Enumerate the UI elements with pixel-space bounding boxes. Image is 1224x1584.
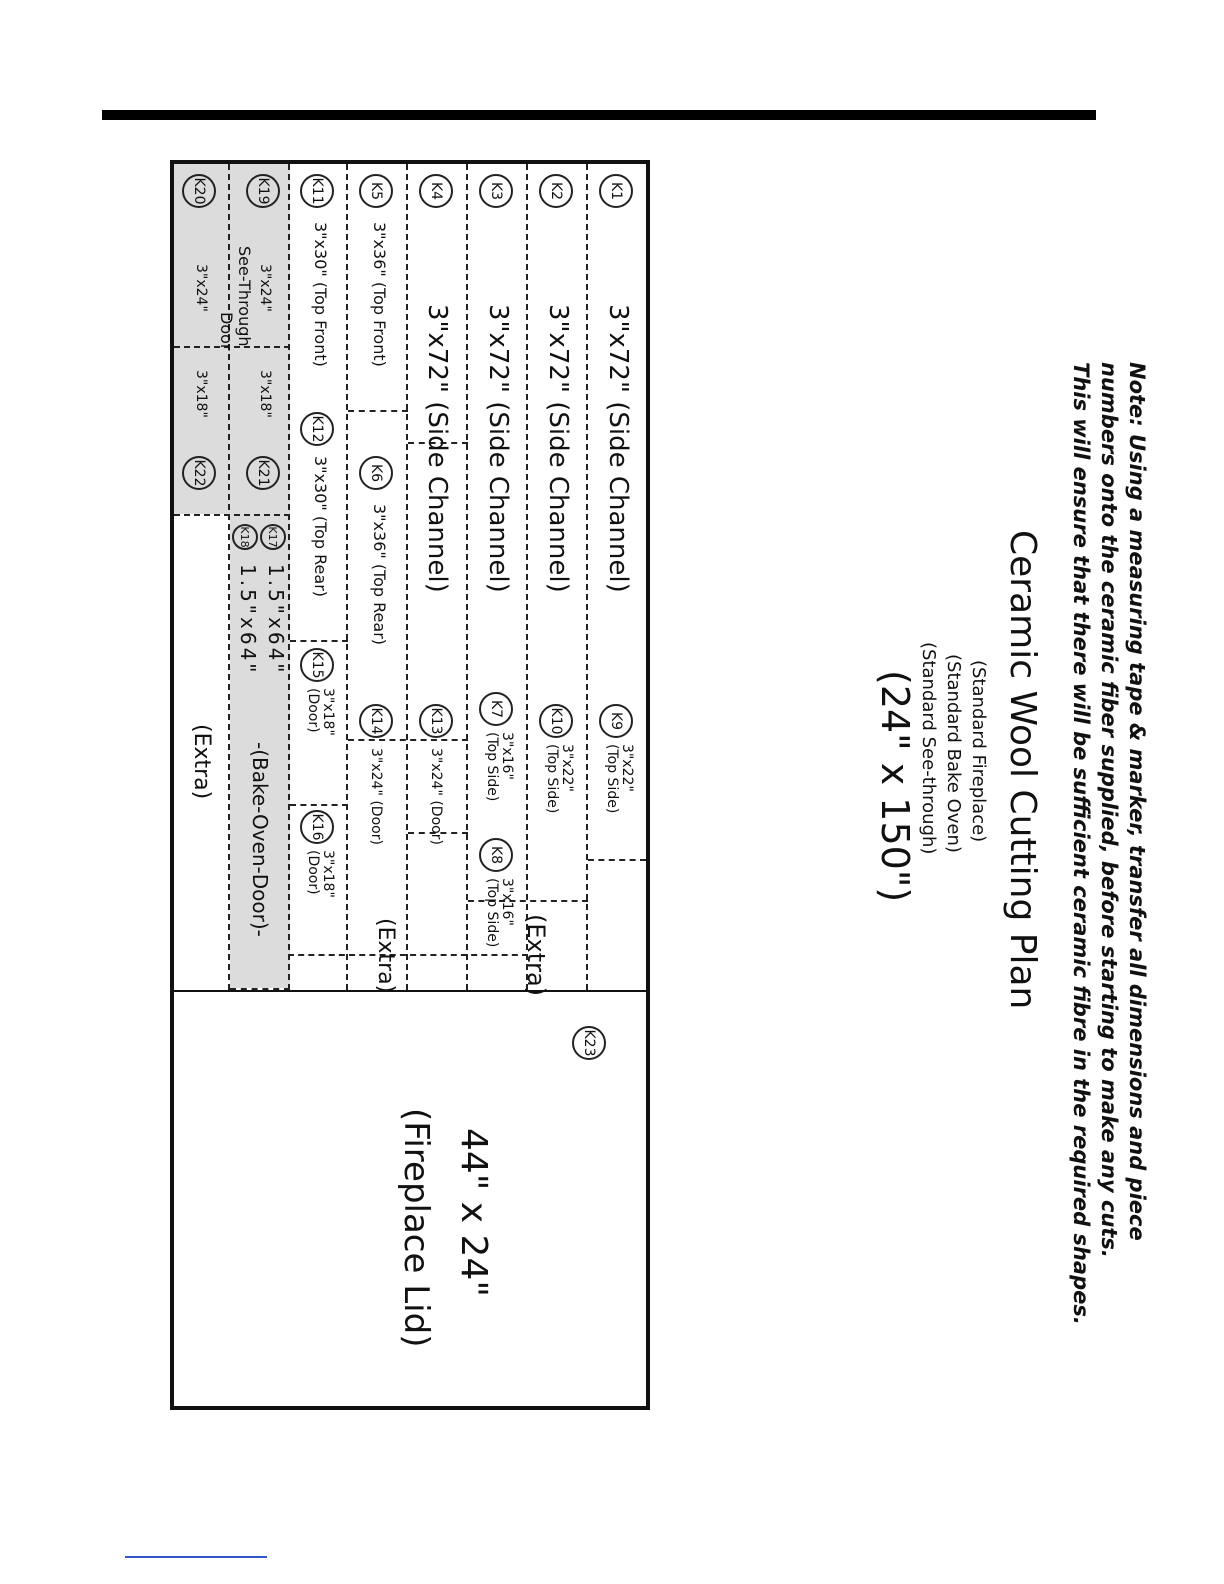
piece-label-k11: 3"x30" (Top Front) bbox=[311, 222, 330, 367]
piece-label-k21: 3"x18" bbox=[257, 370, 273, 418]
piece-marker-k18: K18 bbox=[232, 524, 258, 550]
cut-line bbox=[348, 410, 408, 412]
cut-line bbox=[526, 164, 528, 990]
extra-label-bottom: (Extra) bbox=[189, 724, 214, 800]
note-line-1: Note: Using a measuring tape & marker, transfer all dimensions and piece bbox=[1125, 362, 1149, 1241]
piece-marker-k9: K9 bbox=[599, 704, 633, 738]
piece-marker-k23: K23 bbox=[572, 1026, 606, 1060]
piece-marker-k11: K11 bbox=[300, 174, 334, 208]
piece-marker-k2: K2 bbox=[539, 174, 573, 208]
cut-line bbox=[290, 640, 348, 642]
piece-marker-k21: K21 bbox=[246, 456, 280, 490]
extra-label-middle: (Extra) bbox=[373, 918, 398, 994]
plan-subtitle-see-through: (Standard See-through) bbox=[918, 642, 939, 855]
piece-label-k20: 3"x24" bbox=[193, 264, 209, 312]
plan-subtitle-bake-oven: (Standard Bake Oven) bbox=[943, 654, 964, 853]
cut-line bbox=[288, 164, 290, 990]
extra-label-top: (Extra) bbox=[522, 914, 550, 997]
rotated-cutting-plan-page bbox=[189, 160, 1150, 1410]
piece-marker-k15: K15 bbox=[300, 648, 334, 682]
piece-label-k3: 3"x72" (Side Channel) bbox=[483, 304, 513, 593]
piece-marker-k13: K13 bbox=[419, 704, 453, 738]
note-line-2: numbers onto the ceramic fiber supplied, before starting to make any cuts. bbox=[1097, 362, 1121, 1258]
piece-label-k10: 3"x22" (Top Side) bbox=[544, 744, 575, 814]
piece-label-k2: 3"x72" (Side Channel) bbox=[543, 304, 573, 593]
piece-label-k17: 1.5"x64" bbox=[264, 564, 288, 676]
piece-label-k14: 3"x24" (Door) bbox=[368, 748, 384, 845]
piece-label-k16: 3"x18" (Door) bbox=[305, 850, 336, 898]
piece-label-k19: 3"x24" bbox=[257, 264, 273, 312]
plan-title: Ceramic Wool Cutting Plan bbox=[1002, 530, 1043, 1010]
piece-label-k18: 1.5"x64" bbox=[236, 564, 260, 676]
lid-name: (Fireplace Lid) bbox=[396, 1108, 436, 1348]
piece-label-k8: 3"x16" (Top Side) bbox=[484, 878, 515, 948]
piece-label-k12: 3"x30" (Top Rear) bbox=[311, 456, 330, 598]
piece-label-k1: 3"x72" (Side Channel) bbox=[603, 304, 633, 593]
cut-line bbox=[586, 164, 588, 990]
cut-line bbox=[290, 804, 348, 806]
piece-label-k4: 3"x72" (Side Channel) bbox=[422, 304, 452, 593]
piece-marker-k5: K5 bbox=[359, 174, 393, 208]
note-line-3: This will ensure that there will be sufficient ceramic fibre in the required shapes. bbox=[1069, 362, 1093, 1325]
lid-dimension: 44" x 24" bbox=[453, 1128, 494, 1297]
piece-label-k5: 3"x36" (Top Front) bbox=[370, 222, 389, 367]
header-rule bbox=[102, 110, 1096, 120]
piece-marker-k12: K12 bbox=[300, 412, 334, 446]
cut-line bbox=[228, 164, 230, 990]
piece-label-k13: 3"x24" (Door) bbox=[428, 748, 444, 845]
cut-line bbox=[174, 514, 290, 516]
piece-marker-k22: K22 bbox=[182, 456, 216, 490]
piece-marker-k3: K3 bbox=[479, 174, 513, 208]
piece-marker-k10: K10 bbox=[539, 704, 573, 738]
piece-label-k15: 3"x18" (Door) bbox=[305, 688, 336, 736]
piece-marker-k1: K1 bbox=[599, 174, 633, 208]
ceramic-wool-board bbox=[170, 160, 650, 1410]
cut-line bbox=[406, 164, 408, 990]
footer-link-underline bbox=[125, 1556, 267, 1558]
piece-marker-k14: K14 bbox=[359, 704, 393, 738]
piece-marker-k4: K4 bbox=[419, 174, 453, 208]
see-through-label: See-Through bbox=[235, 246, 254, 347]
piece-marker-k8: K8 bbox=[479, 838, 513, 872]
piece-marker-k19: K19 bbox=[246, 174, 280, 208]
piece-marker-k16: K16 bbox=[300, 810, 334, 844]
cut-line bbox=[348, 739, 468, 741]
lid-separator bbox=[174, 990, 646, 992]
cut-line bbox=[288, 954, 528, 956]
piece-marker-k20: K20 bbox=[182, 174, 216, 208]
cut-line bbox=[588, 859, 646, 861]
cut-line bbox=[346, 164, 348, 990]
piece-marker-k6: K6 bbox=[359, 456, 393, 490]
door-label: Door bbox=[217, 312, 236, 351]
piece-label-k22: 3"x18" bbox=[193, 370, 209, 418]
plan-overall-size: (24" x 150") bbox=[873, 670, 917, 903]
piece-marker-k17: K17 bbox=[260, 524, 286, 550]
piece-marker-k7: K7 bbox=[479, 692, 513, 726]
piece-label-k9: 3"x22" (Top Side) bbox=[604, 744, 635, 814]
cut-line bbox=[230, 988, 290, 990]
plan-subtitle-fireplace: (Standard Fireplace) bbox=[968, 660, 989, 843]
bake-oven-door-label: -(Bake-Oven-Door)- bbox=[248, 742, 272, 937]
piece-label-k7: 3"x16" (Top Side) bbox=[484, 732, 515, 802]
piece-label-k6: 3"x36" (Top Rear) bbox=[370, 504, 389, 646]
cut-line bbox=[466, 164, 468, 990]
